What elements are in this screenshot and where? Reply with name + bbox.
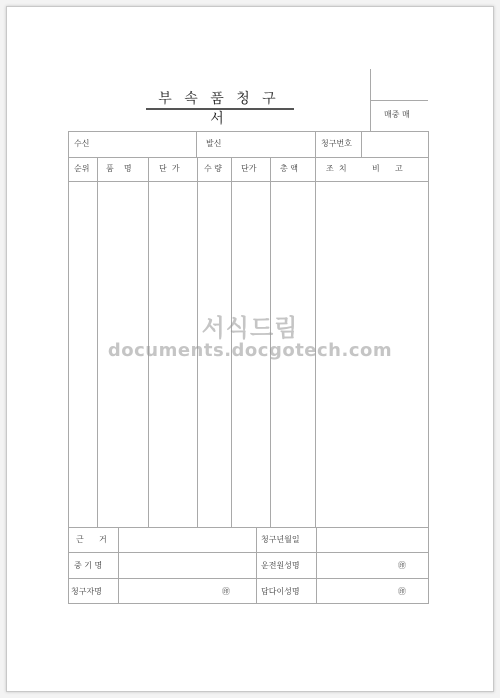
footer-col-divider-1 xyxy=(118,527,119,604)
column-header-divider xyxy=(68,181,429,182)
approval-label: 매중 매 xyxy=(384,110,410,119)
col-header-unit: 단가 xyxy=(241,164,257,173)
operator-seal-mark: ㊞ xyxy=(398,561,406,570)
col-header-item-name: 품 명 xyxy=(106,164,132,173)
requester-seal-mark: ㊞ xyxy=(222,587,230,596)
table-bottom-border xyxy=(68,603,429,604)
request-date-label: 청구년월일 xyxy=(261,535,300,544)
title-underline xyxy=(146,108,294,110)
col-header-total: 총 액 xyxy=(280,164,298,173)
manager-name-label: 담다이성명 xyxy=(261,587,300,596)
document-title: 부 속 품 청 구 서 xyxy=(158,91,280,127)
header-divider-1 xyxy=(196,131,197,157)
footer-col-divider-2 xyxy=(256,527,257,604)
request-number-label: 청구번호 xyxy=(321,139,352,148)
col-header-quantity: 수 량 xyxy=(204,164,222,173)
watermark-url: documents.docgotech.com xyxy=(107,340,393,361)
table-top-border xyxy=(68,131,429,132)
header-divider-3 xyxy=(361,131,362,157)
approval-box-top-border xyxy=(370,100,428,101)
table-right-border xyxy=(428,131,429,604)
footer-row-divider-1 xyxy=(68,552,429,553)
col-header-unit-price: 단 가 xyxy=(159,164,180,173)
receiver-label: 수신 xyxy=(74,139,90,148)
table-left-border xyxy=(68,131,69,604)
header-divider-2 xyxy=(315,131,316,157)
footer-top-border xyxy=(68,527,429,528)
footer-col-divider-3 xyxy=(316,527,317,604)
equipment-name-label: 중 기 명 xyxy=(74,561,103,570)
sender-label: 발신 xyxy=(206,139,222,148)
watermark-title: 서식드림 xyxy=(201,314,299,342)
basis-label: 근 거 xyxy=(76,535,107,544)
col-header-action-remarks: 조 치 비 고 xyxy=(326,164,403,173)
header-row-divider xyxy=(68,157,429,158)
col-header-rank: 순위 xyxy=(74,164,90,173)
operator-name-label: 운전원성명 xyxy=(261,561,300,570)
manager-seal-mark: ㊞ xyxy=(398,587,406,596)
requester-name-label: 청구자명 xyxy=(71,587,102,596)
footer-row-divider-2 xyxy=(68,578,429,579)
